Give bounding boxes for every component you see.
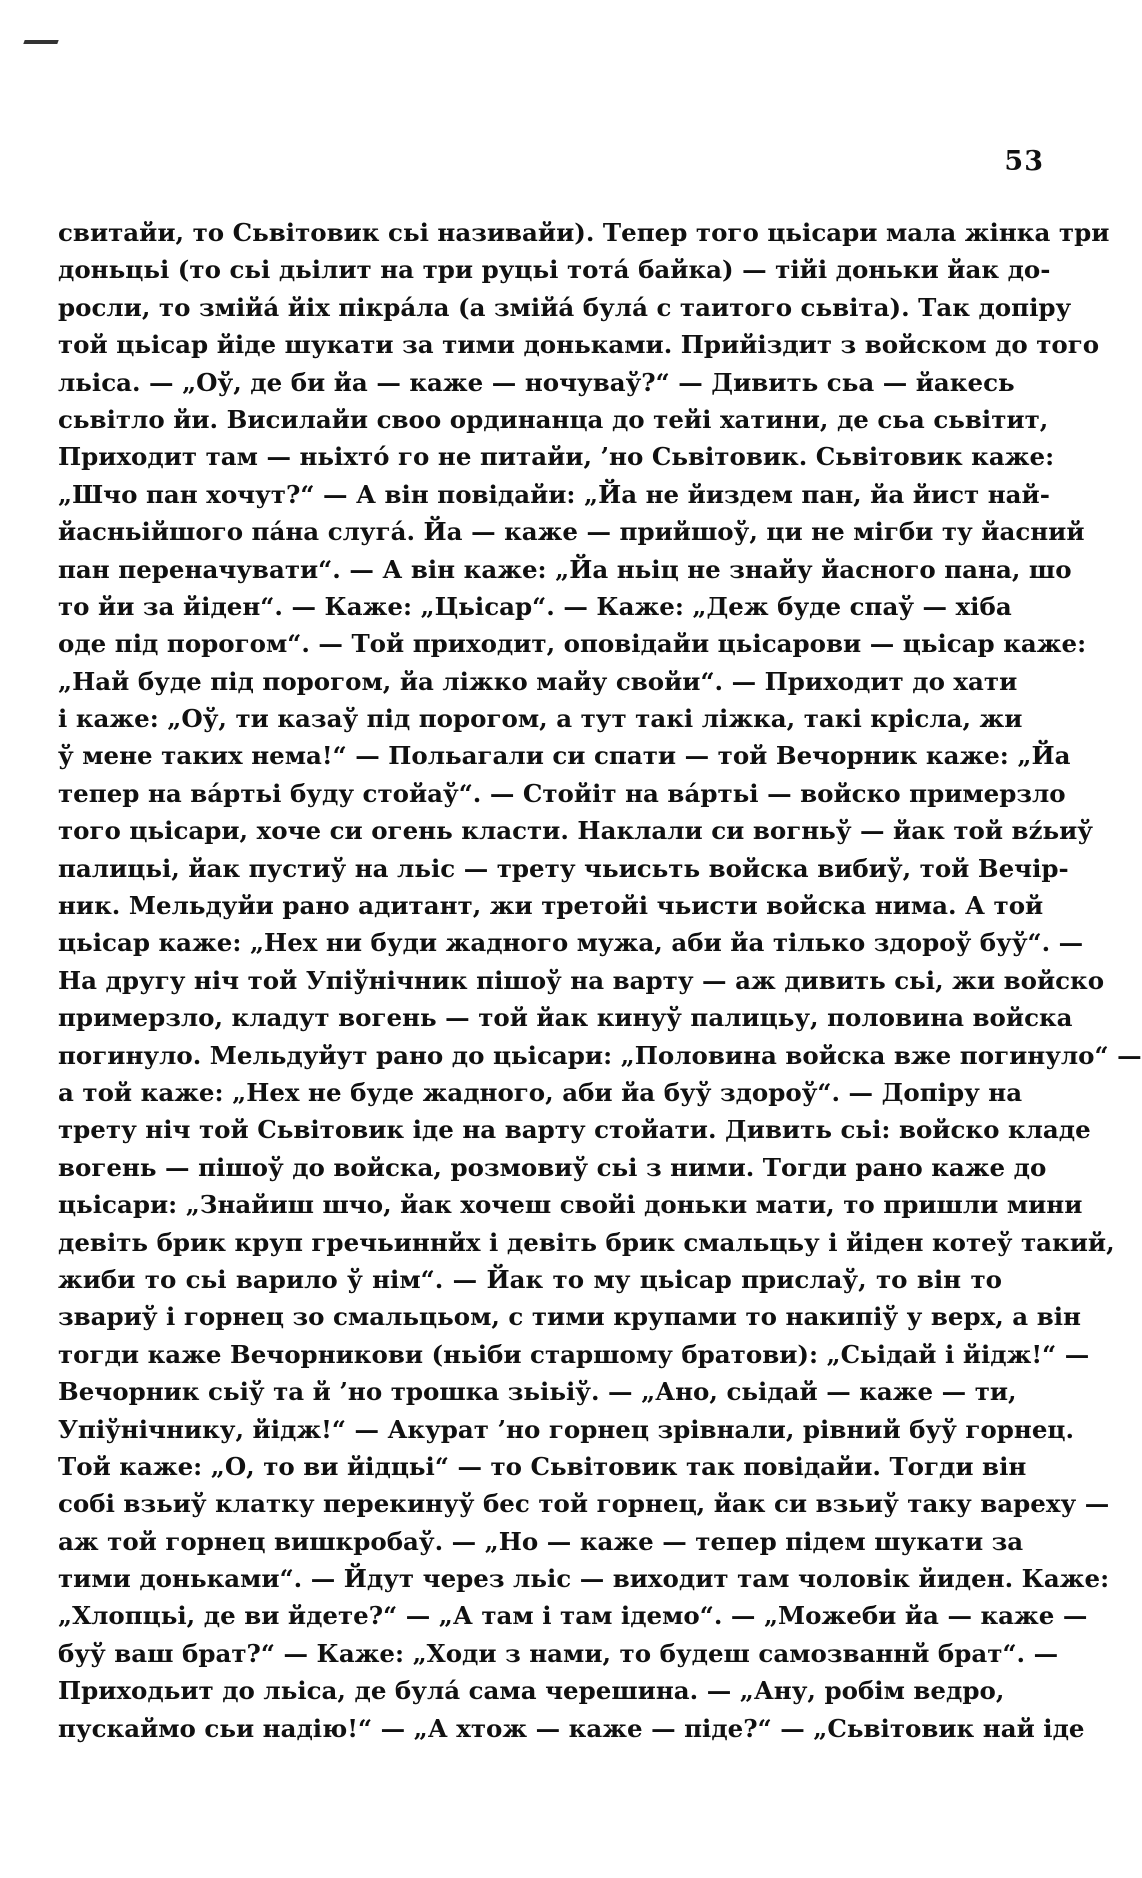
text-line: свитайи, то Сьвітовик сьі називайи). Тепер того цьісари мала жінка три <box>58 218 1110 247</box>
text-line: буў ваш брат?“ — Каже: „Ходи з нами, то будеш самозваннй брат“. — <box>58 1638 1059 1668</box>
text-line: ў мене таких нема!“ — Польагали си спати — той Вечорник каже: „Йа <box>58 741 1071 771</box>
body-text <box>58 214 1142 1747</box>
text-line: „Хлопцьі, де ви йдете?“ — „А там і там ідемо“. — „Можеби йа — каже — <box>58 1601 1088 1631</box>
text-line: „Най буде під порогом, йа ліжко майу свойи“. — Приходит до хати <box>58 666 1018 696</box>
text-line: аж той горнец вишкробаў. — „Но — каже — тепер підем шукати за <box>58 1526 1024 1556</box>
text-line: йасньійшого пáна слугá. Йа — каже — прийшоў, ци не мігби ту йасний <box>58 517 1085 547</box>
text-line: Приходьит до льіса, де булá сама черешина. — „Ану, робім ведро, <box>58 1676 1005 1706</box>
text-line: пан переначувати“. — А він каже: „Йа ньіц не знайу йасного пана, шо <box>58 554 1072 584</box>
text-line: оде під порогом“. — Той приходит, оповідайи цьісарови — цьісар каже: <box>58 629 1087 659</box>
text-line: ник. Мельдуйи рано адитант, жи третойі чьисти войска нима. А той <box>58 891 1044 921</box>
printer-mark <box>23 40 58 44</box>
text-line: того цьісари, хоче си огень класти. Наклали си вогньў — йак той вźьиў <box>58 816 1093 846</box>
text-line: звариў і горнец зо смальцьом, с тими крупами то накипіў у верх, а він <box>58 1302 1081 1332</box>
text-line: Упіўнічнику, йідж!“ — Акурат ’но горнец зрівнали, рівний буў горнец. <box>58 1414 1075 1444</box>
text-line: погинуло. Мельдуйут рано до цьісари: „Половина войска вже погинуло“ — <box>58 1040 1142 1070</box>
text-line: то йи за йіден“. — Каже: „Цьісар“. — Каже: „Деж буде спаў — хіба <box>58 591 1012 621</box>
text-line: а той каже: „Нех не буде жадного, аби йа буў здороў“. — Допіру на <box>58 1077 1023 1107</box>
text-line: і каже: „Оў, ти казаў під порогом, а тут такі ліжка, такі крісла, жи <box>58 704 1023 734</box>
text-line: примерзло, кладут вогень — той йак кинуў палицьу, половина войска <box>58 1003 1073 1033</box>
text-line: цьісари: „Знайиш шчо, йак хочеш свойі доньки мати, то пришли мини <box>58 1190 1083 1220</box>
text-line: тогди каже Вечорникови (ньіби старшому братови): „Сьідай і йідж!“ — <box>58 1339 1090 1369</box>
text-line: тими доньками“. — Йдут через льіс — виходит там чоловік йиден. Каже: <box>58 1564 1110 1594</box>
text-line: трету ніч той Сьвітовик іде на варту стойати. Дивить сьі: войско кладе <box>58 1115 1091 1145</box>
text-line: палицьі, йак пустиў на льіс — трету чьисьть войска вибиў, той Вечір- <box>58 853 1069 883</box>
text-line: Той каже: „О, то ви йідцьі“ — то Сьвітовик так повідайи. Тогди він <box>58 1451 1027 1481</box>
text-line: Вечорник сьіў та й ’но трошка зьіьіў. — „Ано, сьідай — каже — ти, <box>58 1377 1017 1407</box>
page-number: 53 <box>1004 146 1044 177</box>
text-line: цьісар каже: „Нех ни буди жадного мужа, аби йа тілько здороў буў“. — <box>58 928 1084 958</box>
text-line: льіса. — „Оў, де би йа — каже — ночуваў?“ — Дивить сьа — йакесь <box>58 367 1015 397</box>
text-line: росли, то змійá йіх пікрáла (а змійá булá с таитого сьвіта). Так допіру <box>58 292 1072 322</box>
text-line: той цьісар йіде шукати за тими доньками. Прийіздит з войском до того <box>58 330 1100 360</box>
text-line: вогень — пішоў до войска, розмовиў сьі з ними. Тогди рано каже до <box>58 1152 1047 1182</box>
text-line: На другу ніч той Упіўнічник пішоў на варту — аж дивить сьі, жи войско <box>58 965 1105 995</box>
text-line: доньцьі (то сьі дьілит на три руцьі тотá байка) — тійі доньки йак до- <box>58 255 1051 285</box>
text-line: тепер на вáртьі буду стойаў“. — Стойіт на вáртьі — войско примерзло <box>58 778 1066 808</box>
text-line: „Шчо пан хочут?“ — А він повідайи: „Йа не йиздем пан, йа йист най- <box>58 479 1050 509</box>
text-line: пускаймо сьи надію!“ — „А хтож — каже — піде?“ — „Сьвітовик най іде <box>58 1713 1085 1743</box>
text-line: сьвітло йи. Висилайи своо ординанца до тейі хатини, де сьа сьвітит, <box>58 404 1049 434</box>
text-line: девіть брик круп гречьиннйх і девіть брик смальцьу і йіден котеў такий, <box>58 1227 1115 1257</box>
text-line: Приходит там — ньіхтó го не питайи, ’но Сьвітовик. Сьвітовик каже: <box>58 442 1055 472</box>
text-line: собі взьиў клатку перекинуў бес той горнец, йак си взьиў таку вареху — <box>58 1489 1110 1519</box>
text-line: жиби то сьі варило ў нім“. — Йак то му цьісар прислаў, то він то <box>58 1264 1002 1294</box>
